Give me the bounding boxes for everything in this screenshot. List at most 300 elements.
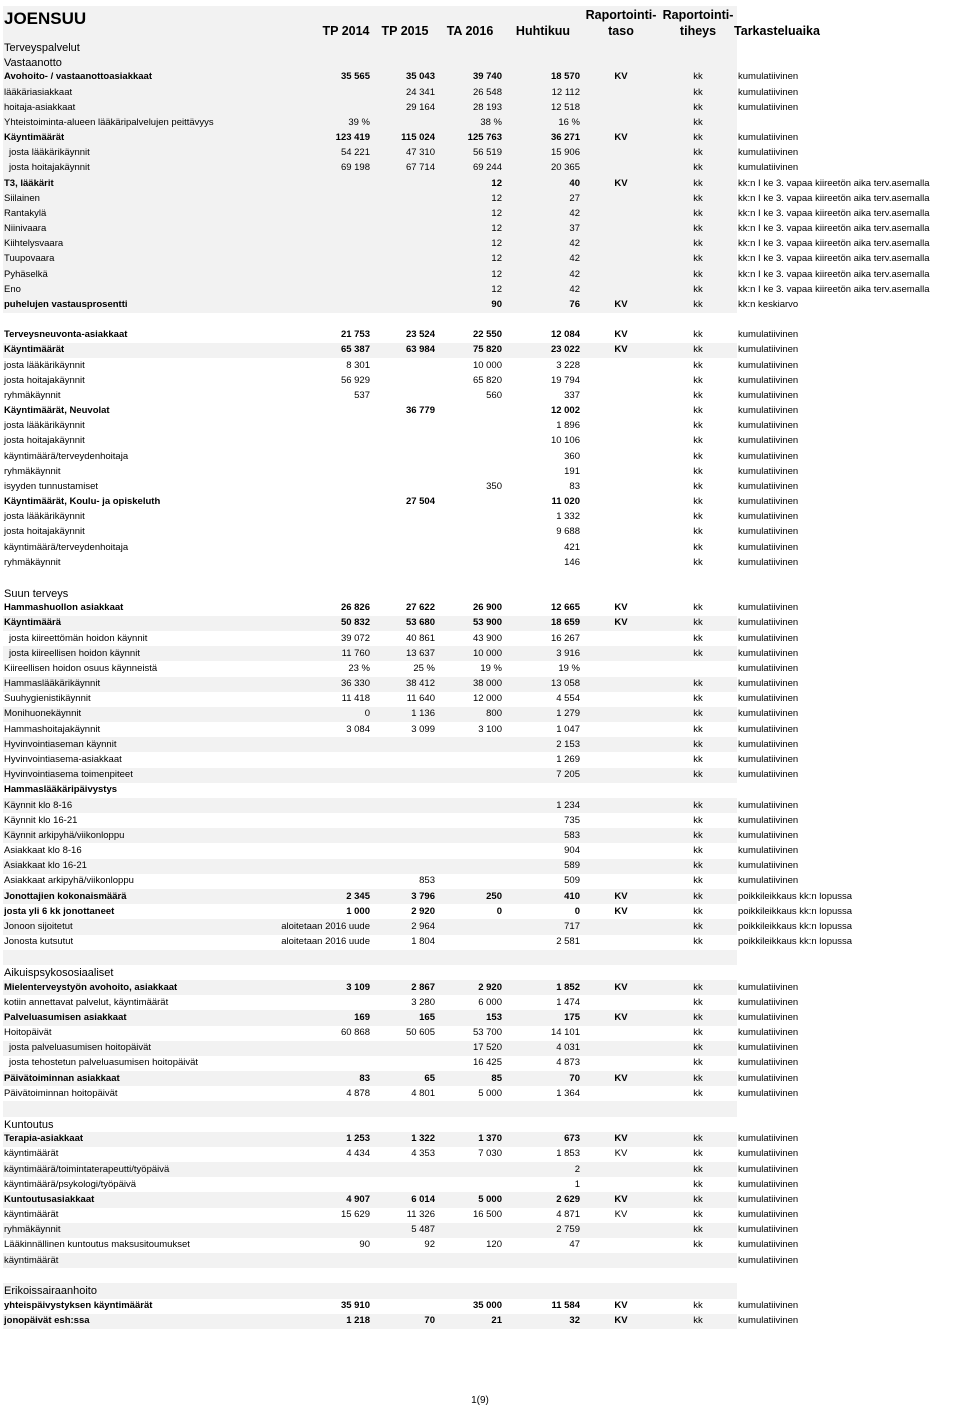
cell-col-4: 583 [564, 829, 580, 841]
cell-col-4: 1 896 [556, 420, 580, 432]
row-label: Päivätoiminnan hoitopäivät [4, 1087, 118, 1099]
cell-col-6: kk [693, 283, 703, 295]
cell-col-4: 3 916 [556, 647, 580, 659]
row-label: Päivätoiminnan asiakkaat [4, 1072, 120, 1084]
cell-col-4: 42 [569, 207, 580, 219]
row-label: Asiakkaat klo 8-16 [4, 845, 82, 856]
cell-col-6: kk [693, 693, 703, 705]
cell-col-1: 65 387 [340, 344, 370, 356]
cell-col-6: kk [693, 1163, 703, 1175]
cell-col-6: kk [693, 238, 703, 250]
row-label: Käyntimäärät, Neuvolat [4, 405, 110, 417]
cell-col-1: 69 198 [340, 162, 370, 174]
row-shading [3, 707, 737, 722]
cell-col-1: 23 % [348, 662, 370, 674]
cell-col-6: kk [693, 860, 703, 872]
cell-col-2: 1 136 [411, 708, 435, 720]
cell-col-5: KV [614, 890, 628, 902]
cell-col-7: kumulatiivinen [738, 829, 799, 841]
cell-col-6: kk [693, 1027, 703, 1039]
cell-col-1: 1 000 [346, 905, 370, 917]
row-shading [3, 919, 737, 934]
cell-col-4: 12 665 [550, 602, 580, 614]
row-shading [3, 282, 737, 297]
cell-col-4: 12 002 [550, 405, 580, 417]
cell-col-6: kk [693, 496, 703, 508]
cell-col-7: kumulatiivinen [738, 617, 799, 629]
cell-col-1: 35 565 [340, 71, 370, 83]
cell-col-6: kk [693, 450, 703, 462]
cell-col-1: 4 907 [346, 1193, 370, 1205]
cell-col-2: 5 487 [411, 1224, 435, 1236]
cell-col-4: 14 101 [550, 1027, 580, 1039]
cell-col-7: kumulatiivinen [738, 101, 799, 113]
cell-col-6: kk [693, 1315, 703, 1327]
cell-col-4: 12 084 [550, 329, 580, 341]
cell-col-4: 673 [564, 1133, 580, 1145]
cell-col-4: 19 794 [550, 374, 580, 386]
cell-col-6: kk [693, 1057, 703, 1069]
row-label: Avohoito- / vastaanottoasiakkaat [4, 71, 152, 83]
column-header-6-line1: Raportointi- [662, 8, 734, 22]
row-label: käyntimäärä/psykologi/työpäivä [4, 1178, 137, 1190]
cell-col-7: kumulatiivinen [738, 602, 799, 614]
cell-col-1: 2 345 [346, 890, 370, 902]
cell-col-7: kumulatiivinen [738, 708, 799, 720]
cell-col-6: kk [693, 829, 703, 841]
cell-col-6: kk [693, 101, 703, 113]
cell-col-7: kumulatiivinen [738, 647, 799, 659]
cell-col-1: 15 629 [340, 1209, 370, 1221]
cell-col-2: 3 796 [411, 890, 435, 902]
row-shading [3, 237, 737, 252]
row-shading [3, 950, 737, 965]
cell-col-6: kk [693, 541, 703, 553]
row-label: josta palveluasumisen hoitopäivät [9, 1042, 152, 1054]
cell-col-6: kk [693, 132, 703, 144]
cell-col-6: kk [693, 1300, 703, 1312]
cell-col-4: 19 % [558, 662, 580, 674]
cell-col-2: 27 622 [405, 602, 435, 614]
cell-col-5: KV [614, 132, 628, 144]
row-label: Hyvinvointiasema-asiakkaat [4, 753, 122, 765]
cell-col-3: 10 000 [472, 359, 502, 371]
cell-col-4: 1 279 [556, 708, 580, 720]
cell-col-2: 4 353 [411, 1148, 435, 1160]
cell-col-7: kumulatiivinen [738, 845, 799, 856]
cell-col-5: KV [614, 617, 628, 629]
cell-col-1: 537 [354, 389, 370, 401]
cell-col-7: kk:n I ke 3. vapaa kiireetön aika terv.asemalla [738, 283, 930, 295]
cell-col-1: 60 868 [340, 1027, 370, 1039]
cell-col-2: 92 [424, 1239, 435, 1251]
cell-col-7: kumulatiivinen [738, 693, 799, 705]
cell-col-2: 3 280 [411, 996, 435, 1008]
cell-col-1: 8 301 [346, 359, 370, 371]
cell-col-7: poikkileikkaus kk:n lopussa [738, 936, 853, 948]
cell-col-3: 125 763 [467, 132, 502, 144]
cell-col-6: kk [693, 920, 703, 932]
row-label: josta lääkärikäynnit [4, 359, 85, 371]
cell-col-2: 165 [419, 1011, 435, 1023]
cell-col-4: 47 [569, 1239, 580, 1251]
cell-col-6: kk [693, 1148, 703, 1160]
cell-col-4: 12 518 [550, 101, 580, 113]
cell-col-4: 4 031 [556, 1042, 580, 1054]
cell-col-2: 29 164 [405, 101, 435, 113]
cell-col-4: 42 [569, 253, 580, 265]
cell-col-2: 53 680 [405, 617, 435, 629]
cell-col-3: 56 519 [472, 147, 502, 159]
row-label: Terapia-asiakkaat [4, 1133, 84, 1145]
cell-col-7: kumulatiivinen [738, 344, 799, 356]
cell-col-7: kumulatiivinen [738, 769, 799, 781]
cell-col-2: 24 341 [405, 86, 435, 98]
row-label: Jonosta kutsutut [4, 936, 74, 948]
cell-col-5: KV [614, 1011, 628, 1023]
row-label: Yhteistoiminta-alueen lääkäripalvelujen peittävyys [4, 116, 214, 128]
cell-col-4: 0 [574, 905, 580, 917]
cell-col-7: poikkileikkaus kk:n lopussa [738, 890, 853, 902]
row-shading [3, 40, 737, 55]
cell-col-2: 23 524 [405, 329, 435, 341]
row-label: Hyvinvointiaseman käynnit [4, 738, 117, 750]
cell-col-6: kk [693, 845, 703, 856]
cell-col-1: 4 434 [346, 1148, 370, 1160]
cell-col-3: 26 900 [472, 602, 502, 614]
cell-col-7: kumulatiivinen [738, 1133, 799, 1145]
cell-col-5: KV [614, 1148, 628, 1160]
row-shading [3, 1223, 737, 1238]
row-shading [3, 1101, 737, 1116]
cell-col-7: kumulatiivinen [738, 405, 799, 417]
cell-col-6: kk [693, 936, 703, 948]
cell-col-1: 4 878 [346, 1087, 370, 1099]
cell-col-4: 1 269 [556, 753, 580, 765]
cell-col-7: kk:n I ke 3. vapaa kiireetön aika terv.asemalla [738, 177, 930, 189]
cell-col-3: 65 820 [472, 374, 502, 386]
cell-col-7: kumulatiivinen [738, 541, 799, 553]
cell-col-6: kk [693, 253, 703, 265]
cell-col-1: 0 [364, 708, 370, 720]
cell-col-7: kumulatiivinen [738, 1209, 799, 1221]
column-header-6-line2: tiheys [679, 24, 717, 38]
cell-col-6: kk [693, 1011, 703, 1023]
cell-col-4: 70 [569, 1072, 580, 1084]
cell-col-5: KV [614, 1193, 628, 1205]
section-heading: Terveyspalvelut [4, 41, 80, 54]
cell-col-1: 1 218 [346, 1315, 370, 1327]
row-label: Rantakylä [4, 207, 47, 219]
row-label: käyntimäärät [4, 1148, 59, 1160]
row-label: Käynnit klo 8-16 [4, 799, 73, 811]
cell-col-7: kk:n I ke 3. vapaa kiireetön aika terv.asemalla [738, 238, 930, 250]
row-label: yhteispäivystyksen käyntimäärät [4, 1300, 153, 1312]
cell-col-7: kumulatiivinen [738, 1057, 799, 1069]
cell-col-5: KV [614, 1133, 628, 1145]
cell-col-4: 12 112 [551, 86, 580, 98]
cell-col-6: kk [693, 602, 703, 614]
cell-col-3: 153 [486, 1011, 502, 1023]
cell-col-4: 27 [569, 192, 580, 204]
cell-col-6: kk [693, 890, 703, 902]
row-label: hoitaja-asiakkaat [4, 101, 76, 113]
cell-col-6: kk [693, 738, 703, 750]
cell-col-4: 1 047 [556, 723, 580, 735]
row-label: T3, lääkärit [4, 177, 54, 189]
row-label: josta hoitajakäynnit [4, 435, 85, 447]
cell-col-4: 7 205 [556, 769, 580, 781]
row-shading [3, 161, 737, 176]
cell-col-1: 1 253 [346, 1133, 370, 1145]
row-shading [3, 55, 737, 70]
cell-col-5: KV [614, 1300, 628, 1312]
cell-col-3: 38 000 [472, 678, 502, 690]
cell-col-3: 38 % [480, 116, 502, 128]
row-label: ryhmäkäynnit [4, 389, 61, 401]
section-heading: Vastaanotto [4, 56, 62, 69]
row-label: käyntimäärä/terveydenhoitaja [4, 541, 129, 553]
cell-col-6: kk [693, 769, 703, 781]
cell-col-7: kumulatiivinen [738, 480, 799, 492]
row-label: käyntimäärät [4, 1209, 59, 1221]
cell-col-4: 2 [574, 1163, 580, 1175]
cell-col-1: 21 753 [340, 329, 370, 341]
cell-col-7: kumulatiivinen [738, 435, 799, 447]
cell-col-2: 2 920 [411, 905, 435, 917]
row-label: käyntimäärä/toimintaterapeutti/työpäivä [4, 1163, 170, 1175]
cell-col-4: 421 [564, 541, 580, 553]
cell-col-7: kumulatiivinen [738, 1254, 799, 1266]
cell-col-3: 12 [491, 283, 502, 295]
section-heading: Kuntoutus [4, 1118, 54, 1131]
cell-col-6: kk [693, 556, 703, 568]
cell-col-1: 39 072 [340, 632, 370, 644]
cell-col-5: KV [614, 602, 628, 614]
cell-col-6: kk [693, 708, 703, 720]
cell-col-7: kumulatiivinen [738, 632, 799, 644]
row-label: Pyhäselkä [4, 268, 48, 280]
cell-col-6: kk [693, 147, 703, 159]
row-label: josta tehostetun palveluasumisen hoitopäivät [9, 1057, 199, 1069]
cell-col-7: kumulatiivinen [738, 723, 799, 735]
cell-col-6: kk [693, 905, 703, 917]
cell-col-7: kumulatiivinen [738, 1193, 799, 1205]
cell-col-4: 589 [564, 860, 580, 872]
cell-col-6: kk [693, 799, 703, 811]
cell-col-1: 35 910 [340, 1300, 370, 1312]
cell-col-4: 2 759 [556, 1224, 580, 1236]
cell-col-4: 83 [569, 480, 580, 492]
cell-col-2: 36 779 [405, 405, 435, 417]
cell-col-4: 13 058 [550, 678, 580, 690]
cell-col-3: 90 [491, 298, 502, 310]
cell-col-4: 1 853 [556, 1148, 580, 1160]
cell-col-7: kumulatiivinen [738, 556, 799, 568]
cell-col-4: 717 [564, 920, 580, 932]
cell-col-1: 50 832 [340, 617, 370, 629]
cell-col-3: 12 [491, 268, 502, 280]
cell-col-7: poikkileikkaus kk:n lopussa [738, 920, 853, 932]
cell-col-6: kk [693, 1087, 703, 1099]
cell-col-2: 6 014 [411, 1193, 435, 1205]
cell-col-6: kk [693, 814, 703, 826]
row-shading [3, 146, 737, 161]
cell-col-7: kk:n keskiarvo [738, 298, 799, 310]
row-shading [3, 798, 737, 813]
column-header-2: TP 2015 [381, 24, 429, 38]
cell-col-2: 47 310 [405, 147, 435, 159]
cell-col-5: KV [614, 298, 628, 310]
cell-col-2: 35 043 [405, 71, 435, 83]
cell-col-3: 19 % [480, 662, 502, 674]
cell-col-6: kk [693, 329, 703, 341]
cell-col-2: 70 [424, 1315, 435, 1327]
cell-col-4: 18 570 [550, 71, 580, 83]
row-label: ryhmäkäynnit [4, 556, 61, 568]
cell-col-7: kumulatiivinen [738, 1072, 799, 1084]
section-heading: Erikoissairaanhoito [4, 1285, 97, 1298]
cell-col-6: kk [693, 420, 703, 432]
cell-col-4: 337 [564, 389, 580, 401]
row-label: josta kiireellisen hoidon käynnit [9, 647, 140, 659]
cell-col-2: 65 [424, 1072, 435, 1084]
cell-col-6: kk [693, 678, 703, 690]
cell-col-3: 22 550 [472, 329, 502, 341]
cell-col-7: kumulatiivinen [738, 1178, 799, 1190]
cell-col-7: kumulatiivinen [738, 450, 799, 462]
cell-col-2: 67 714 [405, 162, 435, 174]
row-shading [3, 677, 737, 692]
column-header-5-line1: Raportointi- [585, 8, 657, 22]
cell-col-4: 146 [564, 556, 580, 568]
cell-col-2: 11 640 [406, 693, 435, 705]
row-label: Monihuonekäynnit [4, 708, 82, 720]
cell-col-3: 800 [486, 708, 502, 720]
row-label: josta lääkärikäynnit [4, 420, 85, 432]
cell-col-3: 12 [491, 223, 502, 235]
cell-col-4: 10 106 [550, 435, 580, 447]
cell-col-2: 63 984 [405, 344, 435, 356]
cell-col-5: KV [614, 329, 628, 341]
cell-col-2: 2 867 [411, 981, 435, 993]
cell-col-5: KV [614, 344, 628, 356]
cell-col-3: 35 000 [472, 1300, 502, 1312]
cell-col-2: 38 412 [405, 678, 435, 690]
cell-col-4: 42 [569, 238, 580, 250]
cell-col-7: kk:n I ke 3. vapaa kiireetön aika terv.asemalla [738, 253, 930, 265]
row-label: Hoitopäivät [4, 1027, 52, 1039]
cell-col-2: 27 504 [405, 496, 435, 508]
cell-col-3: 12 [491, 207, 502, 219]
cell-col-3: 16 425 [472, 1057, 502, 1069]
cell-col-7: kumulatiivinen [738, 86, 799, 98]
row-label: Käyntimäärät, Koulu- ja opiskeluth [4, 496, 161, 508]
cell-col-7: kumulatiivinen [738, 981, 799, 993]
cell-col-7: kumulatiivinen [738, 1239, 799, 1251]
cell-col-4: 1 474 [556, 996, 580, 1008]
cell-col-5: KV [614, 177, 628, 189]
cell-col-4: 509 [564, 875, 580, 887]
cell-col-6: kk [693, 723, 703, 735]
row-label: Palveluasumisen asiakkaat [4, 1011, 127, 1023]
cell-col-1: 123 419 [335, 132, 370, 144]
cell-col-6: kk [693, 753, 703, 765]
row-label: Käyntimäärät [4, 132, 65, 144]
cell-col-6: kk [693, 223, 703, 235]
cell-col-6: kk [693, 359, 703, 371]
cell-col-7: kk:n I ke 3. vapaa kiireetön aika terv.asemalla [738, 192, 930, 204]
cell-col-4: 20 365 [550, 162, 580, 174]
cell-col-6: kk [693, 298, 703, 310]
cell-col-7: kumulatiivinen [738, 147, 799, 159]
column-header-5-line2: taso [608, 24, 634, 38]
cell-col-7: kumulatiivinen [738, 389, 799, 401]
cell-col-3: 7 030 [478, 1148, 502, 1160]
cell-col-3: 12 [491, 238, 502, 250]
row-label: Lääkinnällinen kuntoutus maksusitoumukset [4, 1239, 190, 1251]
cell-col-7: kumulatiivinen [738, 162, 799, 174]
row-label: Mielenterveystyön avohoito, asiakkaat [4, 981, 178, 993]
cell-col-4: 191 [564, 465, 580, 477]
cell-col-7: kumulatiivinen [738, 875, 799, 887]
cell-col-6: kk [693, 162, 703, 174]
cell-col-7: kumulatiivinen [738, 465, 799, 477]
cell-col-7: kumulatiivinen [738, 1224, 799, 1236]
cell-col-7: kumulatiivinen [738, 678, 799, 690]
cell-col-4: 36 271 [550, 132, 580, 144]
cell-col-6: kk [693, 177, 703, 189]
cell-col-6: kk [693, 1072, 703, 1084]
row-label: josta kiireettömän hoidon käynnit [9, 632, 148, 644]
cell-col-7: kumulatiivinen [738, 496, 799, 508]
row-label: josta hoitajakäynnit [4, 526, 85, 538]
cell-col-6: kk [693, 875, 703, 887]
cell-col-7: kumulatiivinen [738, 329, 799, 341]
cell-col-5: KV [614, 1209, 628, 1221]
row-label: Niinivaara [4, 223, 47, 235]
cell-col-1: 54 221 [340, 147, 370, 159]
cell-col-5: KV [614, 1072, 628, 1084]
cell-col-1: 56 929 [340, 374, 370, 386]
cell-col-4: 42 [569, 283, 580, 295]
cell-col-7: kumulatiivinen [738, 1163, 799, 1175]
cell-col-4: 175 [564, 1011, 580, 1023]
row-shading [3, 206, 737, 221]
cell-col-5: KV [614, 905, 628, 917]
cell-col-2: 50 605 [405, 1027, 435, 1039]
cell-col-4: 23 022 [550, 344, 580, 356]
cell-col-6: kk [693, 435, 703, 447]
cell-col-7: kumulatiivinen [738, 1315, 799, 1327]
cell-col-1: 11 760 [341, 647, 370, 659]
cell-col-1: aloitetaan 2016 uude [281, 920, 370, 932]
cell-col-6: kk [693, 207, 703, 219]
cell-col-3: 560 [486, 389, 502, 401]
cell-col-2: 115 024 [401, 132, 435, 144]
cell-col-1: 39 % [348, 116, 370, 128]
row-label: josta yli 6 kk jonottaneet [4, 905, 115, 917]
section-heading: Aikuispsykososiaaliset [4, 966, 114, 979]
row-shading [3, 1283, 737, 1298]
cell-col-4: 3 228 [556, 359, 580, 371]
page-number: 1(9) [471, 1395, 489, 1406]
row-label: Kiihtelysvaara [4, 238, 64, 250]
cell-col-3: 28 193 [472, 101, 502, 113]
cell-col-7: kumulatiivinen [738, 799, 799, 811]
cell-col-5: KV [614, 1315, 628, 1327]
cell-col-6: kk [693, 1209, 703, 1221]
